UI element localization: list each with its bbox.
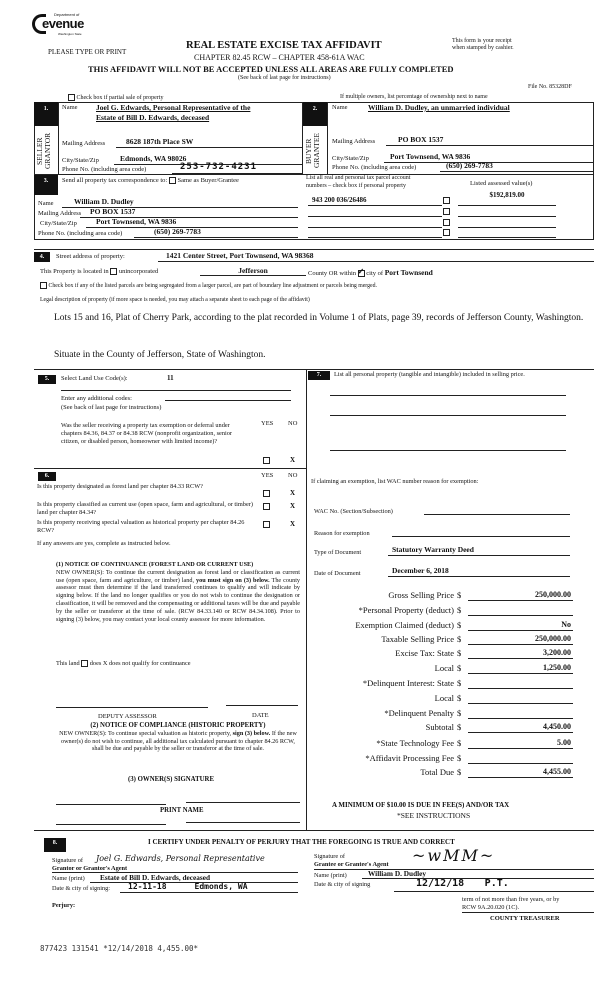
fee-value[interactable] (468, 708, 573, 719)
grantor-city: Edmonds, WA (194, 882, 248, 891)
fee-label: Excise Tax: State (395, 648, 454, 658)
fee-label: Local (434, 663, 454, 673)
partial-sale-checkbox[interactable] (68, 94, 75, 101)
same-as-buyer-label: Same as Buyer/Grantee (177, 177, 239, 184)
corr-city-label: City/State/Zip (40, 220, 77, 227)
historic-question: Is this property receiving special valuation as historical property per chapter 84.26 RCW? (37, 519, 245, 534)
historic-no-mark[interactable]: X (290, 520, 296, 528)
grantor-sig-label-line2: Grantor or Grantor's Agent (52, 864, 128, 872)
wac-no-label: WAC No. (Section/Subsection) (314, 508, 393, 515)
seller-name-label: Name (62, 104, 78, 111)
buyer-mailing[interactable]: PO BOX 1537 (386, 135, 594, 146)
county-or-label: County OR within (308, 270, 357, 277)
notice-compliance-body-a: NEW OWNER(S): To continue special valuation as historic property, (59, 729, 232, 737)
receipt-note-line1: This form is your receipt (452, 38, 512, 44)
fee-label: Gross Selling Price (388, 590, 454, 600)
section-3-number: 3. (34, 175, 58, 195)
correspondence-row (62, 177, 239, 184)
multiple-owners-note: If multiple owners, list percentage of ownership next to name (340, 94, 488, 100)
fee-label: *Personal Property (deduct) (358, 605, 454, 615)
notice-compliance-body-b: If the new owner(s) do not wish to continue, all additional tax calculated pursuant to chapter 84.26 RCW, shall be due and payable by the seller or transferor at the time of sale. (61, 729, 297, 753)
fee-label: *Delinquent Penalty (384, 708, 454, 718)
buyer-label: BUYER (304, 138, 313, 164)
parcel-personal-checkbox-1[interactable] (443, 197, 450, 204)
lower-box-top (34, 369, 594, 370)
fee-row-interest-local (300, 693, 600, 706)
dollar-sign: $ (457, 620, 462, 630)
grantee-sig-label (314, 853, 389, 868)
segregated-checkbox[interactable] (40, 282, 47, 289)
notice-continuance-body-b: The county assessor must then determine if the land transferred continues to qualify and will indicate by signing below. If the land no longer qualifies or you do not wish to continue the designation or classification, it will be removed and the compensating or additional taxes will be due and payable by the seller or transferor at the time of sale. (RCW 84.33.140 or RCW 84.34.108). Prior to signing (3) below, you may contact your local county assessor for more information. (56, 576, 301, 623)
dollar-sign: $ (457, 648, 462, 658)
buyer-mailing-label: Mailing Address (332, 138, 376, 145)
grantee-name[interactable]: William D. Dudley (362, 869, 594, 879)
fee-value[interactable] (468, 693, 573, 704)
grantee-date-city[interactable] (394, 878, 594, 892)
perjury-rcw: RCW 9A.20.020 (1C). (462, 904, 594, 913)
see-instructions-note: *SEE INSTRUCTIONS (397, 811, 471, 820)
fee-label: Total Due (420, 767, 454, 777)
dollar-sign: $ (457, 722, 462, 732)
form-chapter: CHAPTER 82.45 RCW – CHAPTER 458-61A WAC (194, 53, 365, 62)
fee-row-gross (300, 590, 600, 603)
certify-title: I CERTIFY UNDER PENALTY OF PERJURY THAT THE FOREGOING IS TRUE AND CORRECT (148, 838, 455, 846)
located-label: This Property is located in (40, 268, 109, 275)
seller-name (96, 103, 250, 123)
instructions-note: (See back of last page for instructions) (238, 75, 331, 81)
dollar-sign: $ (457, 634, 462, 644)
city-row (308, 268, 433, 277)
fee-row-excise-local (300, 663, 600, 676)
grantor-sig-label-line1: Signature of (52, 857, 83, 864)
logo-state-text: Washington State (58, 32, 82, 36)
dollar-sign: $ (457, 738, 462, 748)
buyer-phone-label: Phone No. (including area code) (332, 164, 417, 171)
seller-phone-label: Phone No. (including area code) (62, 166, 147, 173)
seller-phone[interactable]: 253-732-4231 (172, 162, 302, 174)
fee-row-interest-state (300, 678, 600, 691)
additional-codes-note: (See back of last page for instructions) (61, 404, 162, 411)
fee-row-personal-property (300, 605, 600, 618)
fee-value[interactable] (468, 605, 573, 616)
partial-sale-label: Check box if partial sale of property (76, 94, 164, 101)
dollar-sign: $ (457, 590, 462, 600)
current-use-question: Is this property classified as current use (open space, farm and agricultural, or timber) land per chapter 84.34? (37, 501, 253, 516)
grantor-name[interactable]: Estate of Bill D. Edwards, deceased (90, 873, 298, 883)
grantor-signature[interactable]: Joel G. Edwards, Personal Representative (96, 854, 265, 863)
within-city-checkbox[interactable] (358, 270, 365, 277)
fee-label: Subtotal (425, 722, 454, 732)
buyer-side-rule (327, 102, 328, 174)
reason-exemption-label: Reason for exemption (314, 530, 370, 537)
partial-sale-row (68, 94, 163, 101)
logo-dept-text: Department of (54, 12, 80, 17)
section-5-number: 5. (38, 375, 56, 384)
print-name-line-1[interactable] (56, 824, 166, 825)
doc-date-field[interactable]: December 6, 2018 (388, 566, 570, 577)
dollar-sign: $ (457, 708, 462, 718)
fee-value[interactable]: 3,200.00 (468, 648, 573, 659)
deputy-assessor-line (56, 707, 208, 708)
parcel-number-1[interactable]: 943 200 036/26486 (308, 196, 442, 206)
dollar-sign: $ (457, 767, 462, 777)
reason-exemption-field[interactable] (392, 528, 570, 537)
seller-mailing[interactable]: 8628 187th Place SW (116, 137, 302, 148)
corr-name-label: Name (38, 200, 54, 207)
street-label: Street address of property: (56, 253, 125, 260)
personal-property-line-1[interactable] (330, 388, 566, 396)
parcel-label-line2: numbers – check box if personal property (306, 182, 406, 189)
dollar-sign: $ (457, 663, 462, 673)
fee-value[interactable]: 1,250.00 (468, 663, 573, 674)
seller-side-rule (58, 102, 59, 174)
fee-value[interactable] (468, 753, 573, 764)
dollar-sign: $ (457, 693, 462, 703)
wac-no-field[interactable] (424, 506, 570, 515)
owner-signature-line-1[interactable] (56, 804, 166, 805)
additional-codes-label: Enter any additional codes: (61, 395, 132, 402)
section-6-number: 6. (38, 472, 56, 481)
fee-value[interactable]: 4,455.00 (468, 767, 573, 778)
perjury-text: term of not more than five years, or by (462, 896, 560, 903)
grantee-sig-label-line2: Grantee or Grantee's Agent (314, 860, 389, 868)
notice-continuance-title: (1) NOTICE OF CONTINUANCE (FOREST LAND OR CURRENT USE) (56, 561, 254, 568)
fee-value[interactable]: 4,450.00 (468, 722, 573, 733)
fee-value[interactable] (468, 678, 573, 689)
exemption-no-mark[interactable]: X (290, 456, 296, 464)
seller-name-line2: Estate of Bill D. Edwards, deceased (96, 113, 210, 122)
please-type-label: PLEASE TYPE OR PRINT (48, 48, 127, 56)
personal-property-line-2[interactable] (330, 408, 566, 416)
corr-phone[interactable]: (650) 269-7783 (134, 227, 298, 238)
section-4-rule (34, 249, 594, 250)
personal-property-line-3[interactable] (330, 443, 566, 451)
dollar-sign: $ (457, 678, 462, 688)
legal-desc-label: Legal description of property (if more space is needed, you may attach a separate sheet to each page of the affidavit) (40, 297, 310, 303)
assessor-date-label: DATE (252, 712, 269, 719)
dor-logo (32, 12, 92, 38)
grantor-date-city[interactable] (120, 882, 298, 893)
fee-row-penalty (300, 708, 600, 721)
historic-yes-checkbox[interactable] (263, 521, 270, 528)
fee-row-exemption (300, 620, 600, 633)
fee-row-technology (300, 738, 600, 751)
fee-label: Taxable Selling Price (381, 634, 454, 644)
notice-compliance-bold: sign (3) below. (232, 729, 271, 737)
street-address[interactable]: 1421 Center Street, Port Townsend, WA 98368 (158, 251, 594, 262)
grantee-date-label: Date & city of signing (314, 881, 371, 888)
grantor-label: GRANTOR (43, 132, 52, 170)
parcel-value-1[interactable]: $192,819.00 (458, 191, 556, 206)
if-yes-note: If any answers are yes, complete as instructed below. (37, 540, 171, 547)
file-number: File No. 85328DF (528, 84, 572, 90)
corr-mailing[interactable]: PO BOX 1537 (80, 207, 298, 218)
correspondence-label: Send all property tax correspondence to: (62, 177, 168, 184)
form-title: REAL ESTATE EXCISE TAX AFFIDAVIT (186, 40, 382, 51)
owner-signature-line-2[interactable] (186, 802, 300, 803)
this-land-label: This land (56, 660, 80, 667)
doc-type-field[interactable]: Statutory Warranty Deed (388, 545, 570, 556)
grantee-label: GRANTEE (312, 133, 321, 169)
logo-revenue-text: evenue (42, 16, 84, 31)
s6-yes-header: YES (261, 472, 274, 479)
parcel-value-4[interactable] (458, 228, 556, 238)
parcel-value-3[interactable] (458, 218, 556, 228)
grantee-city: P.T. (484, 878, 509, 889)
parcel-number-2[interactable] (308, 207, 442, 217)
grantee-date: 12/12/18 (416, 878, 465, 889)
buyer-city[interactable]: Port Townsend, WA 9836 (384, 152, 594, 163)
buyer-name: William D. Dudley, an unmarried individual (368, 103, 510, 112)
exemption-wac-label: If claiming an exemption, list WAC number reason for exemption: (311, 478, 479, 485)
land-use-label: Select Land Use Code(s): (61, 375, 128, 382)
assessor-date-line (226, 705, 298, 706)
fee-label: Local (434, 693, 454, 703)
warning-banner: THIS AFFIDAVIT WILL NOT BE ACCEPTED UNLESS ALL AREAS ARE FULLY COMPLETED (88, 64, 454, 74)
parcel-number-3[interactable] (308, 218, 442, 228)
print-name-line-2[interactable] (186, 822, 300, 823)
land-use-code[interactable]: 11 (167, 374, 174, 382)
parcel-personal-checkbox-4[interactable] (443, 229, 450, 236)
section-4-number: 4. (34, 252, 50, 262)
fee-label: *Delinquent Interest: State (362, 678, 454, 688)
unincorporated-label: unincorporated (118, 268, 159, 275)
city-name: Port Townsend (384, 268, 433, 277)
county-field[interactable]: Jefferson (200, 266, 306, 276)
fee-label: *State Technology Fee (376, 738, 454, 748)
dollar-sign: $ (457, 753, 462, 763)
minimum-due-note: A MINIMUM OF $10.00 IS DUE IN FEE(S) AND/OR TAX (332, 801, 510, 809)
lower-box-bottom (34, 830, 594, 831)
parcel-number-4[interactable] (308, 228, 442, 238)
parcel-personal-checkbox-2[interactable] (443, 208, 450, 215)
corr-phone-label: Phone No. (including area code) (38, 230, 123, 237)
receipt-note (452, 38, 514, 52)
fee-value[interactable]: No (468, 620, 573, 631)
fee-row-processing (300, 753, 600, 766)
seller-side-label (36, 128, 56, 174)
notice-continuance-body-a: NEW OWNER(S): To continue the current designation as forest land or classification as current use (open space, farm and agriculture, or timber) land, (56, 568, 300, 584)
seller-name-line1: Joel G. Edwards, Personal Representative of the (96, 103, 251, 112)
buyer-side-label (305, 128, 325, 174)
land-use-yes-header: YES (261, 420, 274, 427)
notice-continuance-bold: you must sign on (3) below. (196, 576, 270, 584)
fee-value[interactable]: 250,000.00 (468, 634, 573, 645)
personal-property-label: List all personal property (tangible and intangible) included in selling price. (334, 371, 525, 378)
parcel-personal-checkbox-3[interactable] (443, 219, 450, 226)
legal-description: Lots 15 and 16, Plat of Cherry Park, according to the plat recorded in Volume 1 of Plats, page 39, records of Jefferson County, Washington. (54, 313, 584, 323)
land-use-no-header: NO (288, 420, 298, 427)
grantee-name-label: Name (print) (314, 872, 347, 879)
assessed-value-label: Listed assessed value(s) (470, 180, 533, 187)
notice-compliance-title: (2) NOTICE OF COMPLIANCE (HISTORIC PROPERTY) (90, 722, 266, 729)
fee-label: Exemption Claimed (deduct) (355, 620, 454, 630)
fee-value[interactable]: 5.00 (468, 738, 573, 749)
land-use-line (61, 390, 291, 391)
segregated-label: Check box if any of the listed parcels are being segregated from a larger parcel, are part of boundary line adjustment or parcels being merged. (48, 282, 377, 289)
seller-city[interactable]: Edmonds, WA 98026 (114, 154, 302, 165)
seller-city-label: City/State/Zip (62, 157, 99, 164)
section-7-number: 7. (308, 371, 330, 380)
receipt-note-line2: when stamped by cashier. (452, 45, 514, 51)
does-not-label[interactable]: X does not (102, 660, 131, 667)
parcel-label (306, 175, 410, 190)
current-use-yes-checkbox[interactable] (263, 503, 270, 510)
grantee-sig-label-line1: Signature of (314, 853, 345, 860)
fee-row-taxable (300, 634, 600, 647)
grantor-name-label: Name (print) (52, 875, 85, 882)
corr-name[interactable]: William D. Dudley (62, 197, 298, 208)
owner-signature-label: (3) OWNER(S) SIGNATURE (128, 776, 214, 783)
perjury-row (52, 902, 75, 909)
forest-land-question: Is this property designated as forest land per chapter 84.33 RCW? (37, 483, 203, 490)
seller-mailing-label: Mailing Address (62, 140, 106, 147)
additional-codes-field[interactable] (165, 393, 291, 401)
buyer-name-label: Name (332, 104, 348, 111)
corr-city[interactable]: Port Townsend, WA 9836 (86, 217, 298, 228)
buyer-phone[interactable]: (650) 269-7783 (440, 161, 594, 172)
deputy-assessor-label: DEPUTY ASSESSOR (98, 713, 157, 720)
doc-type-label: Type of Document (314, 549, 362, 556)
notice-continuance (56, 561, 300, 623)
seller-label: SELLER (35, 137, 44, 165)
grantor-date-label: Date & city of signing: (52, 885, 111, 892)
fee-value[interactable]: 250,000.00 (468, 590, 573, 601)
section-2-number: 2. (303, 102, 327, 126)
section-8-number: 8. (44, 838, 66, 852)
doc-date-label: Date of Document (314, 570, 361, 577)
section-6-rule (34, 468, 306, 469)
perjury-label: Perjury: (52, 902, 76, 909)
continuance-row (56, 660, 191, 667)
county-treasurer-label: COUNTY TREASURER (490, 915, 560, 922)
dollar-sign: $ (457, 605, 462, 615)
segregated-row (40, 282, 377, 289)
corr-mailing-label: Mailing Address (38, 210, 82, 217)
s6-no-header: NO (288, 472, 298, 479)
forest-yes-checkbox[interactable] (263, 490, 270, 497)
section-1-number: 1. (34, 102, 58, 126)
print-name-label: PRINT NAME (160, 807, 204, 814)
location-row (40, 268, 158, 275)
current-use-no-mark[interactable]: X (290, 502, 296, 510)
buyer-city-label: City/State/Zip (332, 155, 369, 162)
fee-label: *Affidavit Processing Fee (365, 753, 454, 763)
fee-row-subtotal (300, 722, 600, 735)
fee-row-total (300, 767, 600, 780)
does-label: does (89, 660, 102, 667)
unincorporated-checkbox[interactable] (110, 268, 117, 275)
exemption-yes-checkbox[interactable] (263, 457, 270, 464)
does-qualify-checkbox[interactable] (81, 660, 88, 667)
grantee-signature[interactable]: ~wMM~ (412, 846, 496, 865)
parcel-label-line1: List all real and personal tax parcel account (306, 175, 411, 181)
parcel-value-2[interactable] (458, 207, 556, 217)
qualify-label: qualify for continuance (131, 660, 191, 667)
same-as-buyer-checkbox[interactable] (169, 177, 176, 184)
grantor-date: 12-11-18 (128, 882, 167, 891)
forest-no-mark[interactable]: X (290, 489, 296, 497)
fee-row-excise-state (300, 648, 600, 661)
situate-text: Situate in the County of Jefferson, State of Washington. (54, 350, 266, 360)
cashier-stamp: 877423 131541 *12/14/2018 4,455.00* (40, 944, 199, 953)
exemption-question: Was the seller receiving a property tax exemption or deferral under chapters 84.36, 84.37 or 84.38 RCW (nonprofit organization, senior citizen, or disabled person, homeowner with limited income)? (61, 422, 232, 445)
city-of-label: city of (366, 270, 384, 277)
notice-compliance (56, 722, 300, 753)
